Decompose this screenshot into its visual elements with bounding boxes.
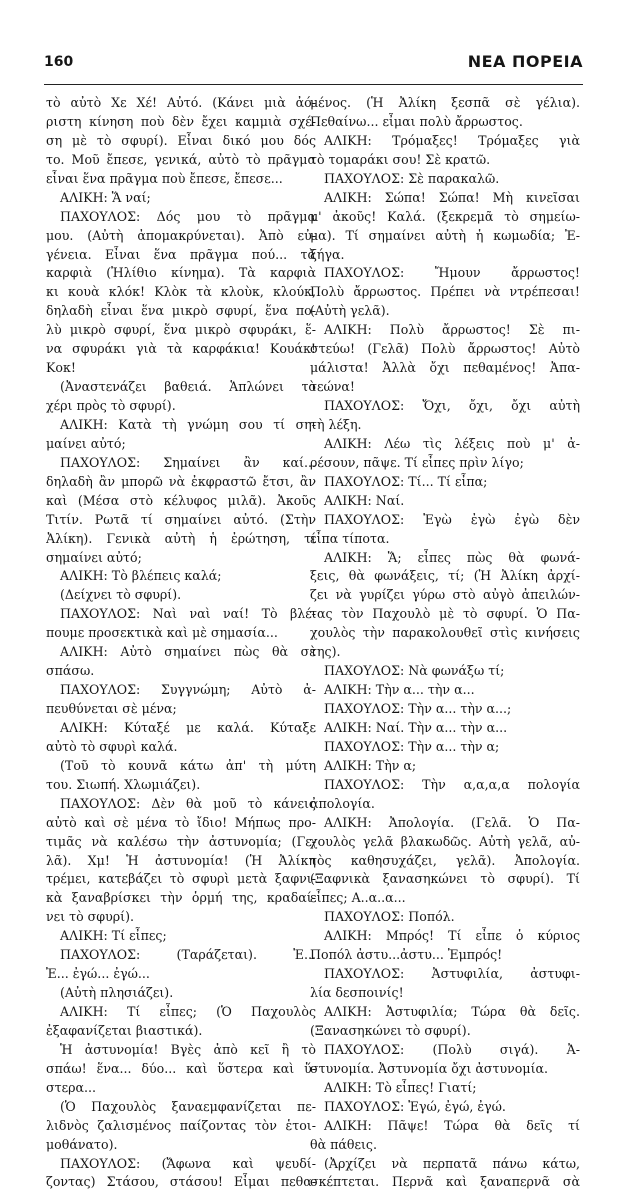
text-line: τὸς καθησυχάζει, γελᾶ). Ἀπολογία. [310,852,580,868]
text-line: λὺ μικρὸ σφυρί, ἕνα μικρὸ σφυράκι, ἕ- [46,322,316,338]
text-line: στεύω! (Γελᾶ) Πολὺ ἄρρωστος! Αὐτὸ [310,341,580,357]
text-line: ζει νὰ γυρίζει γύρω στὸ αὐγὸ ἀπειλών- [310,587,580,603]
text-line: αὐτὸ τὸ σφυρὶ καλά. [46,738,178,754]
text-line: δηλαδὴ εἶναι ἕνα μικρὸ σφυρί, ἕνα πο- [46,303,316,319]
text-line: γένεια. Εἶναι ἕνα πρᾶγμα πού... τὰ [46,246,316,262]
text-line: ΑΛΙΚΗ: Κύταξέ με καλά. Κύταξε [60,719,316,735]
text-line: ΑΛΙΚΗ: Ναί. Τὴν α... τὴν α... [324,719,508,735]
text-line: μάλιστα! Ἀλλὰ ὄχι πεθαμένος! Ἀπα- [310,360,580,376]
text-line: μα). Τί σημαίνει αὐτὴ ἡ κωμωδία; Ἐ- [310,227,580,243]
text-line: στερα... [46,1079,97,1095]
text-line: σημαίνει αὐτό; [46,549,142,565]
text-line: ριστη κίνηση ποὺ δὲν ἔχει καμμιὰ σχέ- [46,113,316,129]
running-title: ΝΕΑ ΠΟΡΕΙΑ [467,52,583,71]
text-line: τὸ τομαράκι σου! Σὲ κρατῶ. [310,151,491,167]
text-line: ΠΑΧΟΥΛΟΣ: Τὴν α... τὴν α; [324,738,500,754]
left-text-column [46,94,316,1192]
text-line: ΑΛΙΚΗ: Αὐτὸ σημαίνει πὼς θὰ σὲ [60,644,316,660]
text-line: ΠΑΧΟΥΛΟΣ: (Ταράζεται). Ἐ... [60,947,316,963]
text-line: μ' ἀκοῦς! Καλά. (ξεκρεμᾶ τὸ σημείω- [310,208,580,224]
text-line: χέρι πρὸς τὸ σφυρί). [46,398,176,413]
text-line: Κοκ! [46,360,76,376]
text-line: ΑΛΙΚΗ: Τὸ εἶπες! Γιατί; [324,1079,477,1095]
text-line: (Αὐτὴ πλησιάζει). [60,985,174,1001]
text-line: λία δεσποινίς! [310,985,404,1001]
text-line: εἶναι ἕνα πρᾶγμα ποὺ ἔπεσε, ἔπεσε... [46,170,283,186]
text-line: ἀπολογία. [310,795,375,811]
text-line: ΑΛΙΚΗ: Σώπα! Σώπα! Μὴ κινεῖσαι [324,189,580,205]
text-line: ΠΑΧΟΥΛΟΣ: (Πολὺ σιγά). Ἀ- [324,1041,580,1057]
text-line: ΑΛΙΚΗ: Ἀπολογία. (Γελᾶ. Ὁ Πα- [324,814,580,830]
text-line: νει τὸ σφυρί). [46,909,135,925]
text-line: καρφιὰ (Ἠλίθιο κίνημα). Τὰ καρφιὰ [46,265,316,281]
text-line: πουμε προσεκτικὰ καὶ μὲ σημασία... [46,625,278,641]
text-line: λᾶ). Χμ! Ἡ ἀστυνομία! (Ἡ Ἀλίκη [46,852,316,868]
text-line: ΑΛΙΚΗ: Ναί. [324,492,405,508]
text-line: ζοντας) Στάσου, στάσου! Εἶμαι πεθα- [46,1174,316,1190]
text-line: (Δείχνει τὸ σφυρί). [60,587,182,603]
text-line: ΑΛΙΚΗ: Τὴν α... τὴν α... [324,682,475,698]
text-line: θὰ πάθεις. [310,1136,377,1152]
text-line: του. Σιωπή. Χλωμιάζει). [46,776,201,792]
text-line: (Τοῦ τὸ κουνᾶ κάτω ἀπ' τὴ μύτη [60,757,316,773]
text-line: πευθύνεται σὲ μένα; [46,701,177,716]
text-line: ΠΑΧΟΥΛΟΣ: Ὄχι, ὄχι, ὄχι αὐτὴ [324,398,580,413]
text-line: τὸ αὐτὸ Χε Χέ! Αὐτό. (Κάνει μιὰ ἀό- [46,95,316,110]
text-line: σπάσω. [46,663,95,679]
text-line: αὐτὸ καὶ σὲ μένα τὸ ἴδιο! Μήπως προ- [46,814,316,830]
text-line: ΑΛΙΚΗ: Τί εἶπες; [60,928,167,944]
text-line: ΑΛΙΚΗ: Ἅ; εἶπες πὼς θὰ φωνά- [324,549,580,565]
text-line: ΠΑΧΟΥΛΟΣ: Τί... Τί εἶπα; [324,473,488,489]
right-text-column [310,94,580,1192]
text-line: κὰ ξαναβρίσκει τὴν ὁρμή της, κραδαί- [46,890,316,906]
text-line: ΠΑΧΟΥΛΟΣ: Ἤμουν ἄρρωστος! [324,265,580,281]
text-line: μοθάνατο). [46,1136,118,1152]
text-line: ΑΛΙΚΗ: Μπρός! Τί εἶπε ὁ κύριος [324,928,580,944]
text-line: (Ὁ Παχουλὸς ξαναεμφανίζεται πε- [60,1098,316,1114]
text-line: ΠΑΧΟΥΛΟΣ: Σὲ παρακαλῶ. [324,170,500,186]
text-line: τεώνα! [310,379,355,395]
text-line: (Ἀρχίζει νὰ περπατᾶ πάνω κάτω, [324,1155,580,1171]
text-line: μαίνει αὐτό; [46,435,126,451]
text-line: ΠΑΧΟΥΛΟΣ: Σημαίνει ἂν καί... [60,454,316,470]
text-line: ΠΑΧΟΥΛΟΣ: (Ἄφωνα καὶ ψευδί- [60,1155,316,1171]
text-line: ΠΑΧΟΥΛΟΣ: Συγγνώμη; Αὐτὸ ἀ- [60,682,316,698]
text-line: εἶπα τίποτα. [310,530,390,546]
text-line: Πολὺ ἄρρωστος. Πρέπει νὰ ντρέπεσαι! [310,284,580,300]
text-line: ξήγα. [310,246,345,262]
text-line: μένος. (Ἡ Ἀλίκη ξεσπᾶ σὲ γέλια). [310,95,580,110]
text-line: ΑΛΙΚΗ: Ἀστυφιλία; Τώρα θὰ δεῖς. [324,1004,580,1019]
text-line: καὶ (Μέσα στὸ κέλυφος μιλᾶ). Ἀκοῦς [46,492,316,508]
text-line: ΠΑΧΟΥΛΟΣ: Ναὶ ναὶ ναί! Τὸ βλέ- [60,606,316,622]
text-line: μου. (Αὐτὴ ἀπομακρύνεται). Ἀπὸ εὐ- [46,227,316,243]
text-line: τιμᾶς νὰ καλέσω τὴν ἀστυνομία; (Γε- [46,833,316,849]
text-line: (Ξανασηκώνει τὸ σφυρί). [310,1022,471,1038]
text-line: ξεις, θὰ φωνάξεις, τί; (Ἡ Ἀλίκη ἀρχί- [310,568,580,584]
text-line: ρέσουν, πᾶψε. Τί εἶπες πρὶν λίγο; [310,454,524,470]
text-line: της). [310,644,341,660]
header-rule [44,84,583,85]
text-line: λιδνὸς ζαλισμένος παίζοντας τὸν ἑτοι- [46,1117,316,1133]
text-line: δηλαδὴ ἂν μπορῶ νὰ ἐκφραστῶ ἔτσι, ἂν [46,473,316,489]
page-header [44,52,583,74]
text-line: σπάω! ἕνα... δύο... καὶ ὕστερα καὶ ὕ- [46,1060,316,1076]
text-line: Ἐ... ἐγώ... ἐγώ... [46,966,150,982]
text-line: ΠΑΧΟΥΛΟΣ: Ἐγώ, ἐγώ, ἐγώ. [324,1098,506,1114]
text-line: ΑΛΙΚΗ: Τί εἶπες; (Ὁ Παχουλὸς [60,1004,316,1019]
text-line: ΑΛΙΚΗ: Τὸ βλέπεις καλά; [60,568,222,584]
text-line: ση μὲ τὸ σφυρί). Εἶναι δικό μου δός [46,132,316,148]
text-line: Ἀλίκη). Γενικὰ αὐτὴ ἡ ἐρώτηση, τί [46,530,316,546]
text-line: ΠΑΧΟΥΛΟΣ: Νὰ φωνάξω τί; [324,663,505,679]
text-line: ΠΑΧΟΥΛΟΣ: Δὲν θὰ μοῦ τὸ κάνεις [60,795,316,811]
text-line: (Ἀναστενάζει βαθειά. Ἁπλώνει τὸ [60,379,316,395]
text-line: (Αὐτὴ γελᾶ). [310,303,390,319]
text-line: να σφυράκι γιὰ τὰ καρφάκια! Κουάκ! [46,341,316,357]
text-line: (Ξαφνικὰ ξανασηκώνει τὸ σφυρί). Τί [310,871,580,887]
page-number: 160 [44,54,74,70]
text-line: σκέπτεται. Περνᾶ καὶ ξαναπερνᾶ σὰ [310,1174,580,1190]
text-line: ἐξαφανίζεται βιαστικά). [46,1022,203,1038]
text-line: ΑΛΙΚΗ: Λέω τὶς λέξεις ποὺ μ' ἀ- [324,435,580,451]
text-line: τας τὸν Παχουλὸ μὲ τὸ σφυρί. Ὁ Πα- [310,606,580,622]
text-line: τὴ λέξη. [310,416,362,432]
text-line: Τιτίν. Ρωτᾶ τί σημαίνει αὐτό. (Στὴν [46,511,316,527]
text-line: τρέμει, κατεβάζει τὸ σφυρὶ μετὰ ξαφνι- [46,871,316,887]
text-line: ΑΛΙΚΗ: Τὴν α; [324,757,417,773]
text-line: χουλὸς τὴν παρακολουθεῖ στὶς κινήσεις [310,625,580,641]
text-line: ΑΛΙΚΗ: Κατὰ τὴ γνώμη σου τί ση- [60,416,316,432]
text-line: κι κουὰ κλόκ! Κλὸκ τὰ κλοὺκ, κλούκ, [46,284,316,300]
text-line: ΑΛΙΚΗ: Ἅ ναί; [60,189,151,205]
text-line: Ποπόλ ἀστυ...ἀστυ... Ἐμπρός! [310,947,503,963]
text-line: ΠΑΧΟΥΛΟΣ: Τὴν α... τὴν α...; [324,701,512,716]
text-line: ΑΛΙΚΗ: Τρόμαξες! Τρόμαξες γιὰ [324,132,580,148]
text-line: Πεθαίνω... εἶμαι πολὺ ἄρρωστος. [310,113,523,129]
text-line: ΠΑΧΟΥΛΟΣ: Ἀστυφιλία, ἀστυφι- [324,966,580,982]
text-line: ΠΑΧΟΥΛΟΣ: Ποπόλ. [324,909,455,925]
text-line: στυνομία. Ἀστυνομία ὄχι ἀστυνομία. [310,1060,549,1076]
text-line: εἶπες; Α..α..α... [310,890,406,906]
text-line: ΠΑΧΟΥΛΟΣ: Ἐγὼ ἐγὼ ἐγὼ δὲν [324,511,580,527]
text-line: χουλὸς γελᾶ βλακωδῶς. Αὐτὴ γελᾶ, αὐ- [310,833,580,849]
text-line: ΠΑΧΟΥΛΟΣ: Τὴν α,α,α,α πολογία [324,776,580,792]
text-line: ΑΛΙΚΗ: Πολὺ ἄρρωστος! Σὲ πι- [324,322,580,338]
text-line: ΠΑΧΟΥΛΟΣ: Δός μου τὸ πρᾶγμα [60,208,316,224]
text-line: Ἡ ἀστυνομία! Βγὲς ἀπὸ κεῖ ἢ τὸ [60,1041,316,1057]
text-line: ΑΛΙΚΗ: Πᾶψε! Τώρα θὰ δεῖς τί [324,1117,580,1133]
text-line: το. Μοῦ ἔπεσε, γενικά, αὐτὸ τὸ πρᾶγμα [46,151,316,167]
